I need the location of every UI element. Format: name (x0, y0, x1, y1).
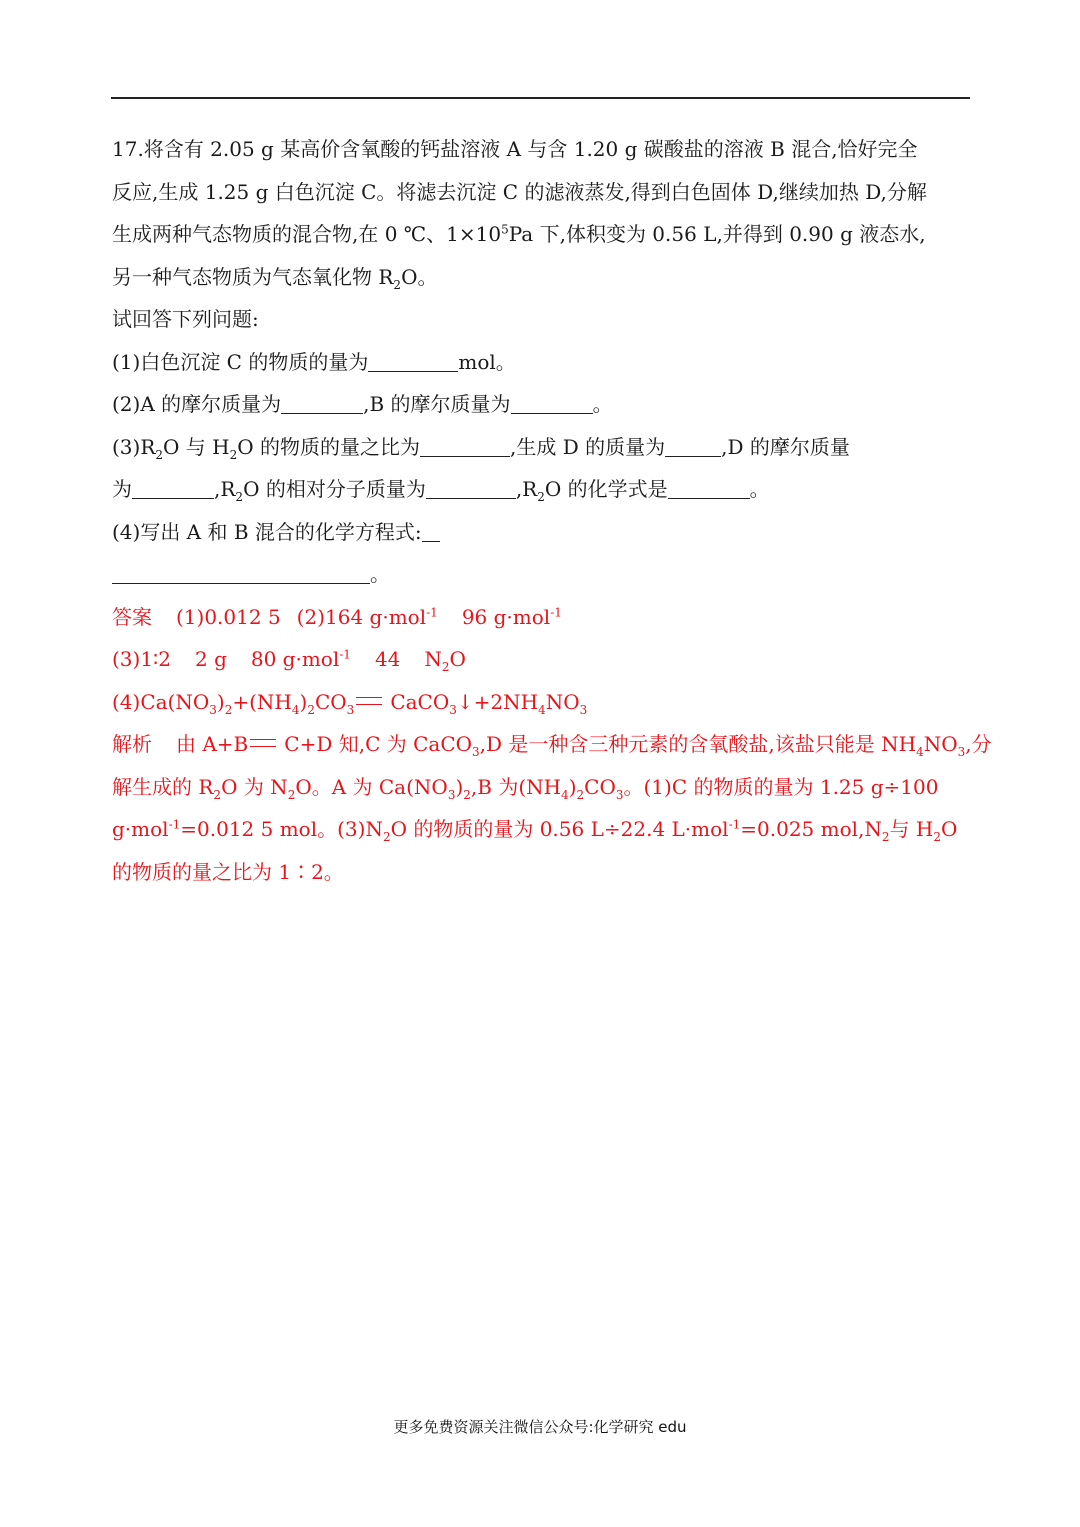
text: (3)1∶2 (112, 647, 171, 671)
text: 反应,生成 1.25 g 白色沉淀 C。将滤去沉淀 C 的滤液蒸发,得到白色固体 D,继续加热 D,分解 (112, 179, 927, 204)
subscript: 4 (291, 702, 300, 717)
answer-label: 答案 (112, 604, 152, 629)
text: O 的相对分子质量为 (243, 477, 426, 501)
subscript: 3 (449, 702, 457, 717)
explanation-line-1 (112, 723, 992, 766)
text: ,R (515, 477, 538, 501)
text: mol。 (458, 349, 516, 374)
text: CO (314, 689, 347, 714)
explanation-line-4 (112, 851, 972, 894)
subquestion-3-line-1 (112, 426, 972, 469)
text: ) (216, 689, 225, 714)
text: 80 g·mol (250, 647, 340, 671)
text: NO (545, 689, 580, 714)
text: ,B 的摩尔质量为 (363, 392, 511, 416)
answer-blank[interactable] (665, 436, 721, 457)
prompt-line (112, 298, 972, 341)
subscript: 3 (209, 702, 217, 717)
text: C+D 知,C 为 CaCO (284, 732, 473, 756)
text: =0.025 mol,N (740, 817, 882, 841)
text: 。 (592, 392, 613, 416)
subscript: 3 (472, 745, 480, 759)
answer-blank[interactable] (426, 478, 516, 499)
subscript: 2 (933, 830, 941, 844)
subscript: 3 (579, 702, 588, 717)
answer-blank[interactable] (368, 351, 458, 372)
subscript: 2 (382, 830, 391, 844)
text: ,R (214, 477, 236, 501)
text: CO (584, 774, 616, 799)
text: g·mol (112, 817, 169, 841)
text: 。(1)C 的物质的量为 1.25 g÷100 (623, 774, 939, 799)
text: O。A 为 Ca(NO (295, 774, 448, 799)
subquestion-1 (112, 341, 972, 384)
subscript: 2 (235, 490, 244, 504)
answer-blank[interactable] (422, 521, 440, 542)
text: (1)0.012 5 (176, 604, 281, 629)
text: O 的物质的量为 0.56 L÷22.4 L·mol (390, 817, 729, 841)
text: O (941, 817, 958, 841)
superscript: -1 (168, 817, 181, 832)
subscript: 3 (346, 702, 355, 717)
text: 为 (112, 477, 132, 501)
subquestion-4 (112, 511, 972, 554)
answer-line-2 (112, 638, 972, 681)
text: ,分 (965, 732, 992, 756)
question-line-1 (112, 128, 972, 171)
text: ) (299, 689, 308, 714)
text: 试回答下列问题: (112, 307, 259, 331)
subscript: 4 (538, 702, 546, 717)
subscript: 4 (561, 787, 569, 802)
answer-blank[interactable] (511, 393, 593, 414)
question-line-4 (112, 256, 972, 299)
superscript: -1 (728, 817, 741, 832)
explanation-label: 解析 (112, 732, 152, 756)
footer-note: 更多免费资源关注微信公众号:化学研究 edu (393, 1418, 687, 1436)
text: 生成两种气态物质的混合物,在 0 ℃、1×10 (112, 222, 502, 246)
superscript: -1 (550, 604, 562, 619)
question-line-2 (112, 171, 972, 214)
text: O。 (401, 264, 438, 289)
superscript: -1 (339, 647, 351, 662)
subscript: 2 (213, 787, 222, 802)
subquestion-4-continued (112, 553, 972, 596)
text: N (424, 647, 442, 671)
text: +(NH (232, 689, 292, 714)
text: O (449, 647, 466, 671)
text: CaCO (390, 689, 450, 714)
text: 与 H (889, 817, 934, 841)
subscript: 2 (229, 447, 238, 462)
subscript: 4 (916, 745, 924, 759)
reaction-equals-sign (250, 739, 276, 747)
text: ,生成 D 的质量为 (510, 434, 666, 459)
text: (1)白色沉淀 C 的物质的量为 (112, 349, 369, 374)
subscript: 2 (307, 702, 315, 717)
text: 17.将含有 2.05 g 某高价含氧酸的钙盐溶液 A 与含 1.20 g 碳酸盐的溶液 B 混合,恰好完全 (112, 137, 918, 161)
explanation-line-3 (112, 808, 972, 851)
text: 96 g·mol (461, 604, 551, 629)
text: 解生成的 R (112, 774, 214, 799)
header-rule (111, 97, 970, 99)
subscript: 2 (393, 277, 402, 292)
subscript: 2 (576, 787, 585, 802)
text: (3)R (112, 434, 156, 459)
answer-blank[interactable] (281, 393, 363, 414)
answer-line-3 (112, 681, 972, 724)
text: Pa 下,体积变为 0.56 L,并得到 0.90 g 液态水, (508, 222, 926, 246)
text: (4)Ca(NO (112, 689, 210, 714)
question-content (112, 128, 992, 893)
text: =0.012 5 mol。(3)N (180, 817, 383, 841)
question-line-3 (112, 213, 972, 256)
answer-blank[interactable] (132, 478, 214, 499)
superscript: -1 (426, 604, 438, 619)
subscript: 2 (537, 490, 545, 504)
subscript: 2 (441, 660, 450, 674)
superscript: 5 (501, 222, 509, 237)
text: ,D 是一种含三种元素的含氧酸盐,该盐只能是 NH (479, 732, 917, 756)
explanation-line-2 (112, 766, 972, 809)
text: ↓+2NH (456, 689, 539, 714)
text: (2)164 g·mol (296, 604, 427, 629)
text: O 与 H (163, 434, 230, 459)
text: NO (923, 732, 958, 756)
text: 的物质的量之比为 1∶2。 (112, 859, 344, 884)
answer-blank[interactable] (668, 478, 750, 499)
subquestion-2 (112, 383, 972, 426)
text: 2 g (194, 647, 227, 671)
answer-blank[interactable] (420, 436, 510, 457)
text: 。 (749, 477, 770, 501)
text: 由 A+B (176, 732, 249, 756)
text: (2)A 的摩尔质量为 (112, 392, 282, 416)
answer-blank[interactable] (112, 563, 370, 584)
subscript: 2 (155, 447, 164, 462)
text: ,D 的摩尔质量 (721, 434, 850, 459)
text: ,B 为(NH (470, 774, 562, 799)
subscript: 3 (447, 787, 456, 802)
subscript: 2 (224, 702, 233, 717)
answer-line-1 (112, 596, 972, 639)
text: O 为 N (221, 774, 288, 799)
text: 44 (374, 647, 401, 671)
subscript: 2 (463, 787, 471, 802)
text: (4)写出 A 和 B 混合的化学方程式: (112, 519, 422, 544)
reaction-equals-sign (356, 697, 382, 705)
text: 。 (370, 562, 390, 586)
subscript: 2 (287, 787, 296, 802)
text: ) (568, 774, 577, 799)
text: O 的化学式是 (544, 477, 668, 501)
text: 另一种气态物质为气态氧化物 R (112, 264, 394, 289)
subscript: 3 (615, 787, 624, 802)
subscript: 3 (957, 745, 966, 759)
subscript: 2 (881, 830, 890, 844)
text: ) (455, 774, 464, 799)
text: O 的物质的量之比为 (237, 434, 420, 459)
subquestion-3-line-2 (112, 468, 972, 511)
